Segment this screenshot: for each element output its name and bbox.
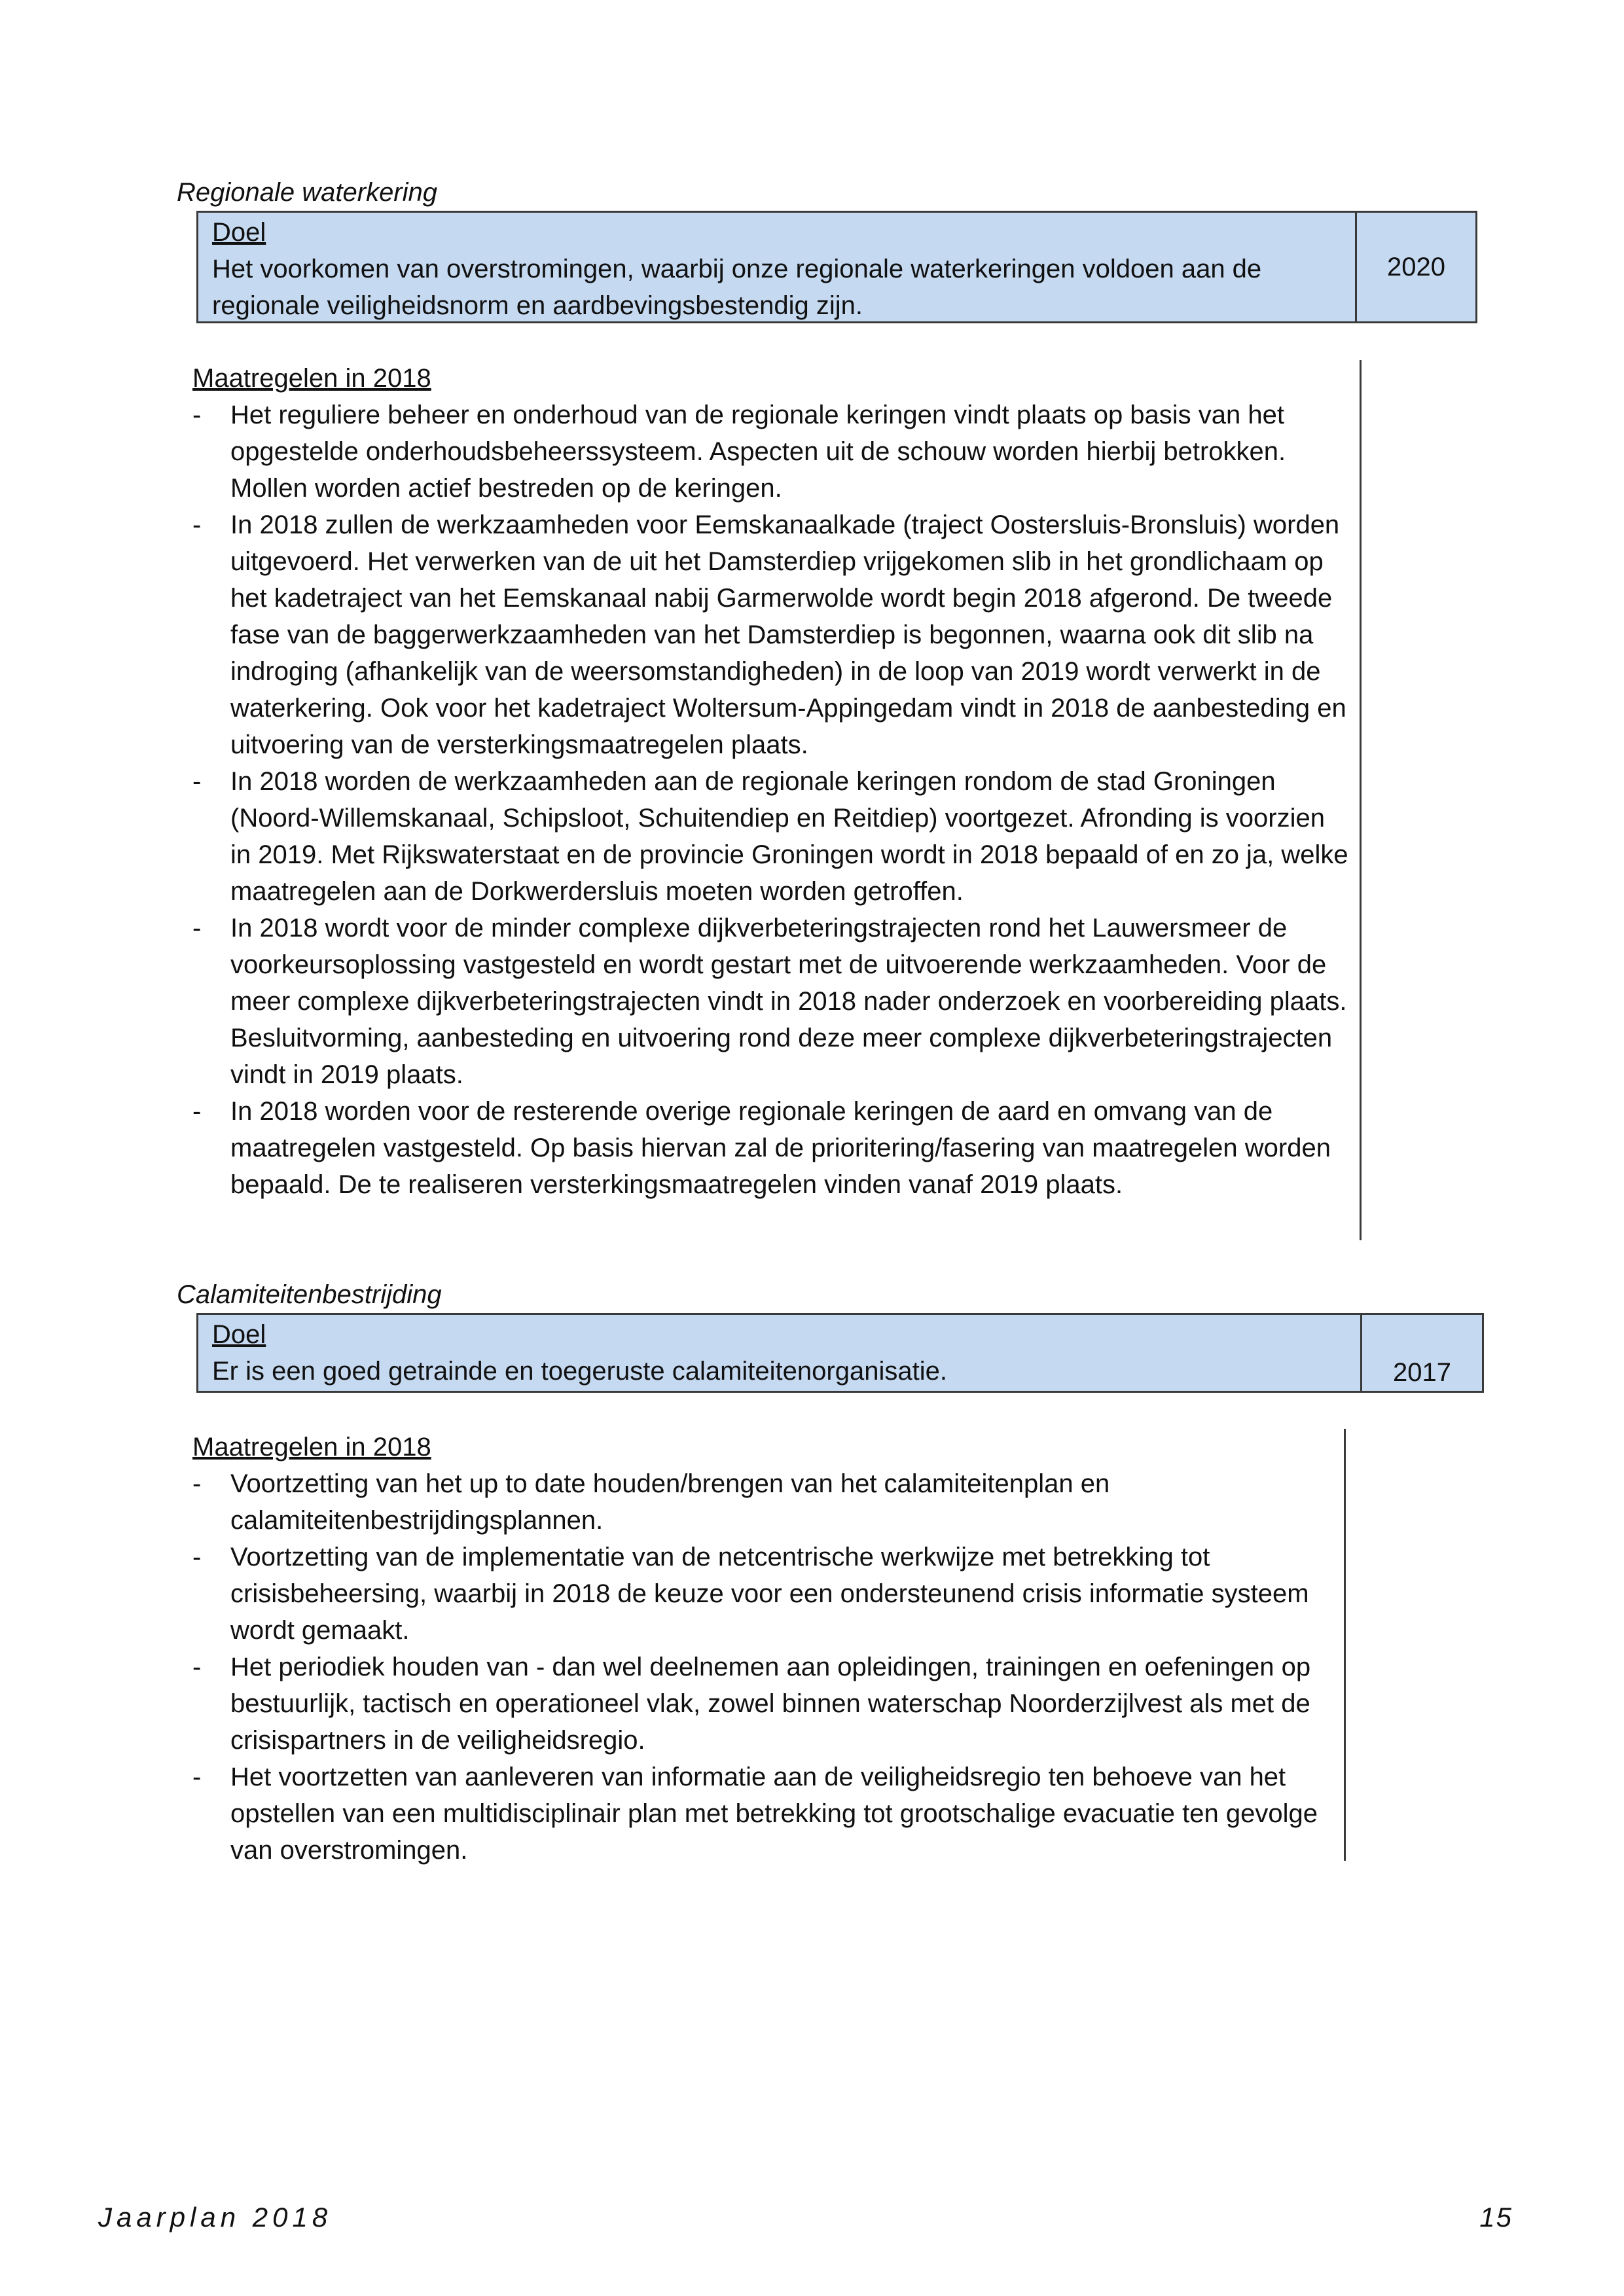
list-item: - In 2018 worden de werkzaamheden aan de regionale keringen rondom de stad Groningen (Noord-Willemskanaal, Schipsloot, Schuitendiep en Reitdiep) voortgezet. Afronding is voorzien in 2019. Met Rijkswaterstaat en de provincie Groningen wordt in 2018 bepaald of en zo ja, welke maatregelen aan de Dorkwerdersluis moeten worden getroffen. [192, 763, 1350, 910]
measures-title: Maatregelen in 2018 [192, 1433, 431, 1462]
measures-title: Maatregelen in 2018 [192, 364, 431, 393]
list-item: - In 2018 wordt voor de minder complexe dijkverbeteringstrajecten rond het Lauwersmeer de voorkeursoplossing vastgesteld en wordt gestart met de uitvoerende werkzaamheden. Voor de meer complexe dijkverbeteringstrajecten vindt in 2018 nader onderzoek en voorbereiding plaats. Besluitvorming, aanbesteding en uitvoering rond deze meer complexe dijkverbeteringstrajecten vindt in 2019 plaats. [192, 910, 1350, 1093]
list-item: - Voortzetting van de implementatie van de netcentrische werkwijze met betrekking tot crisisbeheersing, waarbij in 2018 de keuze voor een ondersteunend crisis informatie systeem wordt gemaakt. [192, 1539, 1335, 1649]
goal-text-cell [198, 213, 1357, 321]
goal-box-regionale-waterkering [196, 211, 1477, 323]
list-marker: - [192, 1543, 202, 1571]
measures-list [192, 1465, 1335, 1869]
list-item: - Het periodiek houden van - dan wel deelnemen aan opleidingen, trainingen en oefeningen op bestuurlijk, tactisch en operationeel vlak, zowel binnen waterschap Noorderzijlvest als met de crisispartners in de veiligheidsregio. [192, 1649, 1335, 1759]
goal-description: Het voorkomen van overstromingen, waarbij onze regionale waterkeringen voldoen aan de regionale veiligheidsnorm en aardbevingsbestendig zijn. [212, 255, 1262, 320]
list-item: - Voortzetting van het up to date houden/brengen van het calamiteitenplan en calamiteitenbestrijdingsplannen. [192, 1465, 1335, 1539]
list-marker: - [192, 1653, 202, 1681]
list-item: - Het voortzetten van aanleveren van informatie aan de veiligheidsregio ten behoeve van het opstellen van een multidisciplinair plan met betrekking tot grootschalige evacuatie ten gevolge van overstromingen. [192, 1759, 1335, 1869]
section-heading-calamiteitenbestrijding: Calamiteitenbestrijding [177, 1280, 442, 1309]
measures-block-calamiteitenbestrijding [192, 1429, 1346, 1865]
goal-box-calamiteitenbestrijding [196, 1313, 1484, 1393]
list-item: - Het reguliere beheer en onderhoud van de regionale keringen vindt plaats op basis van het opgestelde onderhoudsbeheerssysteem. Aspecten uit de schouw worden hierbij betrokken. Mollen worden actief bestreden op de keringen. [192, 397, 1350, 507]
measures-block-regionale-waterkering [192, 360, 1362, 1240]
list-marker: - [192, 1469, 202, 1498]
goal-year: 2017 [1393, 1358, 1451, 1387]
list-marker: - [192, 511, 202, 539]
list-marker: - [192, 401, 202, 429]
list-item: - In 2018 worden voor de resterende overige regionale keringen de aard en omvang van de maatregelen vastgesteld. Op basis hiervan zal de prioritering/fasering van maatregelen worden bepaald. De te realiseren versterkingsmaatregelen vinden vanaf 2019 plaats. [192, 1093, 1350, 1203]
goal-description: Er is een goed getrainde en toegeruste calamiteitenorganisatie. [212, 1357, 947, 1386]
goal-label: Doel [212, 218, 266, 247]
list-marker: - [192, 767, 202, 796]
list-marker: - [192, 1097, 202, 1126]
goal-label: Doel [212, 1320, 266, 1349]
list-marker: - [192, 1763, 202, 1791]
section-heading-regionale-waterkering: Regionale waterkering [177, 178, 438, 207]
page-number: 15 [1479, 2202, 1513, 2233]
footer-title: Jaarplan 2018 [98, 2202, 333, 2233]
list-item: - In 2018 zullen de werkzaamheden voor Eemskanaalkade (traject Oostersluis-Bronsluis) worden uitgevoerd. Het verwerken van de uit het Damsterdiep vrijgekomen slib in het grondlichaam op het kadetraject van het Eemskanaal nabij Garmerwolde wordt begin 2018 afgerond. De tweede fase van de baggerwerkzaamheden van het Damsterdiep is begonnen, waarna ook dit slib na indroging (afhankelijk van de weersomstandigheden) in de loop van 2019 wordt verwerkt in de waterkering. Ook voor het kadetraject Woltersum-Appingedam vindt in 2018 de aanbesteding en uitvoering van de versterkingsmaatregelen plaats. [192, 507, 1350, 763]
goal-year: 2020 [1387, 253, 1445, 281]
measures-list [192, 397, 1350, 1203]
list-marker: - [192, 914, 202, 942]
goal-text-cell [198, 1315, 1362, 1391]
